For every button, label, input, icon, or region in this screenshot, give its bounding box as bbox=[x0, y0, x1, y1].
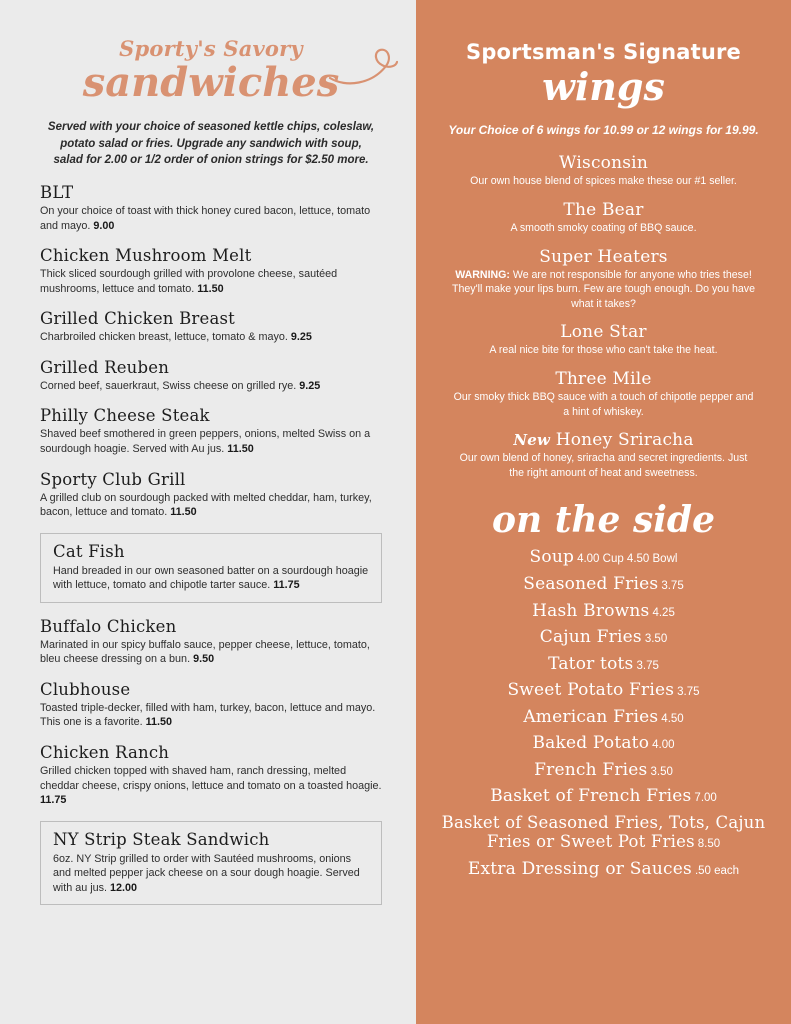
menu-item-desc-text: Hand breaded in our own seasoned batter on a sourdough hoagie with lettuce, tomato and chipotle tarter sauce. bbox=[53, 564, 369, 592]
sandwiches-title-line1: Sporty's Savory bbox=[119, 36, 303, 61]
wing-item-name: The Bear bbox=[563, 200, 644, 220]
wing-item-desc: Our own blend of honey, sriracha and secret ingredients. Just the right amount of heat and sweetness. bbox=[459, 452, 748, 479]
menu-item-desc bbox=[40, 764, 382, 808]
menu-item-name: Philly Cheese Steak bbox=[40, 406, 210, 426]
menu-item-price: 9.50 bbox=[193, 653, 215, 666]
menu-item-name: Chicken Mushroom Melt bbox=[40, 246, 252, 266]
side-item bbox=[438, 628, 769, 648]
wing-item bbox=[438, 322, 769, 358]
menu-item-name: Cat Fish bbox=[53, 541, 125, 561]
side-item-price: 7.00 bbox=[694, 792, 717, 805]
menu-item-price: 11.75 bbox=[40, 794, 67, 807]
menu-item-desc-text: Charbroiled chicken breast, lettuce, tomato & mayo. bbox=[40, 331, 288, 344]
side-item-price: 8.50 bbox=[697, 838, 721, 851]
side-item bbox=[438, 575, 769, 595]
wing-item-name-text: Honey Sriracha bbox=[555, 430, 694, 451]
side-item-name: Extra Dressing or Sauces bbox=[467, 858, 692, 879]
menu-item-desc-text: Toasted triple-decker, filled with ham, turkey, bacon, lettuce and mayo. This one is a favorite. bbox=[40, 701, 376, 729]
side-item-name: Soup bbox=[529, 547, 575, 568]
menu-item-featured bbox=[40, 821, 382, 906]
wing-item-name: Super Heaters bbox=[539, 246, 668, 267]
menu-item-name: Grilled Reuben bbox=[40, 357, 170, 377]
side-item-name: Sweet Potato Fries bbox=[507, 680, 675, 701]
wing-item-desc: A smooth smoky coating of BBQ sauce. bbox=[510, 222, 697, 234]
side-item-price: 4.00 bbox=[652, 739, 675, 752]
side-item-price: 3.75 bbox=[636, 659, 659, 672]
menu-item-desc bbox=[40, 638, 382, 667]
menu-item-desc-text: 6oz. NY Strip grilled to order with Sautéed mushrooms, onions and melted pepper jack cheese on a sour dough hoagie. Served with au jus. bbox=[53, 852, 360, 894]
menu-item-featured bbox=[40, 533, 382, 603]
side-item-price: 4.50 bbox=[661, 712, 684, 725]
side-item bbox=[438, 681, 769, 701]
menu-item-desc bbox=[40, 330, 382, 345]
menu-item-desc bbox=[40, 204, 382, 233]
menu-item-desc-text: Thick sliced sourdough grilled with provolone cheese, sautéed mushrooms, lettuce and tomato. bbox=[40, 268, 338, 295]
menu-item-price: 11.50 bbox=[227, 442, 254, 455]
menu-item bbox=[40, 358, 382, 394]
wings-intro: Your Choice of 6 wings for 10.99 or 12 wings for 19.99. bbox=[448, 123, 759, 137]
menu-item-price: 12.00 bbox=[110, 881, 138, 894]
menu-item-desc bbox=[53, 564, 369, 593]
side-item bbox=[438, 734, 769, 754]
side-item-name: Basket of French Fries bbox=[490, 786, 692, 807]
side-item bbox=[438, 655, 769, 675]
menu-item-desc-text: On your choice of toast with thick honey cured bacon, lettuce, tomato and mayo. bbox=[40, 205, 371, 232]
menu-item-desc-text: Shaved beef smothered in green peppers, onions, melted Swiss on a sourdough hoagie. Served with Au jus. bbox=[40, 428, 371, 455]
wing-item-name: Three Mile bbox=[555, 369, 652, 390]
menu-item-price: 11.50 bbox=[170, 506, 197, 519]
menu-item bbox=[40, 470, 382, 520]
wing-item-desc: Our own house blend of spices make these our #1 seller. bbox=[470, 175, 737, 188]
menu-item-desc-text: Grilled chicken topped with shaved ham, ranch dressing, melted cheddar cheese, crispy onions, lettuce and tomato on a toasted hoagie. bbox=[40, 765, 382, 792]
side-item-price: 4.25 bbox=[652, 606, 675, 619]
menu-item-name: BLT bbox=[40, 183, 74, 203]
menu-item bbox=[40, 743, 382, 808]
menu-item-price: 11.50 bbox=[145, 716, 173, 729]
menu-item-desc-text: Marinated in our spicy buffalo sauce, pepper cheese, lettuce, tomato, bleu cheese dressing on a bun. bbox=[40, 638, 370, 666]
wing-item bbox=[438, 200, 769, 236]
wing-item bbox=[438, 430, 769, 480]
menu-item-price: 11.75 bbox=[273, 579, 300, 592]
menu-item bbox=[40, 309, 382, 345]
menu-item-name: Clubhouse bbox=[40, 679, 131, 699]
menu-item-desc bbox=[40, 267, 382, 296]
side-item-price: 3.75 bbox=[677, 686, 700, 699]
menu-item-name: Grilled Chicken Breast bbox=[40, 309, 235, 329]
wing-item-name: Wisconsin bbox=[559, 153, 648, 174]
new-badge: New bbox=[513, 431, 551, 450]
menu-item-price: 9.00 bbox=[93, 219, 115, 232]
menu-item-price: 9.25 bbox=[299, 379, 321, 392]
menu-item bbox=[40, 680, 382, 730]
wings-title-line2: wings bbox=[542, 64, 665, 109]
side-item-name: Hash Browns bbox=[532, 600, 650, 621]
wing-item-desc bbox=[438, 268, 769, 312]
menu-item-name: NY Strip Steak Sandwich bbox=[53, 829, 270, 849]
menu-item-desc-text: Corned beef, sauerkraut, Swiss cheese on grilled rye. bbox=[40, 379, 297, 392]
sides-title: on the side bbox=[492, 499, 715, 542]
wing-item-desc: A real nice bite for those who can't take the heat. bbox=[489, 344, 718, 357]
menu-item-desc-text: A grilled club on sourdough packed with melted cheddar, ham, turkey, bacon, lettuce and tomato. bbox=[40, 491, 372, 519]
wing-item-name bbox=[438, 430, 769, 450]
menu-item bbox=[40, 406, 382, 456]
menu-item-price: 9.25 bbox=[290, 331, 312, 344]
side-item-price: 4.00 Cup 4.50 Bowl bbox=[577, 553, 678, 566]
wings-panel bbox=[416, 0, 791, 1024]
side-item bbox=[438, 860, 769, 880]
side-item bbox=[438, 548, 769, 568]
side-item-name: Basket of Seasoned Fries, Tots, Cajun Fries or Sweet Pot Fries bbox=[441, 812, 766, 852]
wing-item-desc-text: We are not responsible for anyone who tries these! They'll make your lips burn. Few are tough enough. Do you have what it takes? bbox=[452, 268, 755, 310]
wing-item-desc: Our smoky thick BBQ sauce with a touch of chipotle pepper and a hint of whiskey. bbox=[453, 391, 754, 418]
sandwiches-intro: Served with your choice of seasoned kettle chips, coleslaw, potato salad or fries. Upgrade any sandwich with soup, salad for 2.00 or 1/2 order of onion strings for $2.50 more. bbox=[47, 121, 375, 167]
side-item-name: American Fries bbox=[523, 706, 659, 727]
side-item-price: 3.75 bbox=[661, 580, 684, 593]
menu-item-name: Sporty Club Grill bbox=[40, 469, 186, 489]
side-item-name: Cajun Fries bbox=[539, 627, 642, 648]
side-item bbox=[438, 787, 769, 807]
menu-item-desc bbox=[40, 701, 382, 730]
side-item bbox=[438, 602, 769, 622]
wing-item-name: Lone Star bbox=[560, 322, 647, 343]
wing-item bbox=[438, 247, 769, 312]
side-item bbox=[438, 814, 769, 853]
menu-item-desc bbox=[53, 852, 369, 896]
menu-item-name: Buffalo Chicken bbox=[40, 616, 177, 636]
swash-flourish-icon bbox=[328, 44, 398, 88]
menu-item-price: 11.50 bbox=[197, 282, 224, 295]
side-item-name: Seasoned Fries bbox=[523, 574, 659, 595]
side-item-price: 3.50 bbox=[644, 633, 668, 646]
side-item-name: French Fries bbox=[534, 759, 648, 780]
menu-item bbox=[40, 183, 382, 233]
side-item-price: .50 each bbox=[694, 864, 740, 877]
wing-item bbox=[438, 369, 769, 419]
wing-warning-label: WARNING: bbox=[455, 268, 510, 281]
side-item bbox=[438, 708, 769, 728]
menu-item-name: Chicken Ranch bbox=[40, 743, 170, 763]
sandwiches-title-line2: sandwiches bbox=[82, 59, 340, 106]
wing-item bbox=[438, 153, 769, 189]
side-item bbox=[438, 761, 769, 781]
menu-item bbox=[40, 246, 382, 296]
wings-title-line1: Sportsman's Signature bbox=[466, 40, 741, 64]
menu-item bbox=[40, 617, 382, 667]
side-item-name: Baked Potato bbox=[532, 733, 650, 754]
menu-item-desc bbox=[40, 379, 382, 394]
side-item-name: Tator tots bbox=[548, 653, 634, 674]
menu-item-desc bbox=[40, 491, 382, 520]
menu-item-desc bbox=[40, 427, 382, 456]
side-item-price: 3.50 bbox=[650, 765, 673, 778]
